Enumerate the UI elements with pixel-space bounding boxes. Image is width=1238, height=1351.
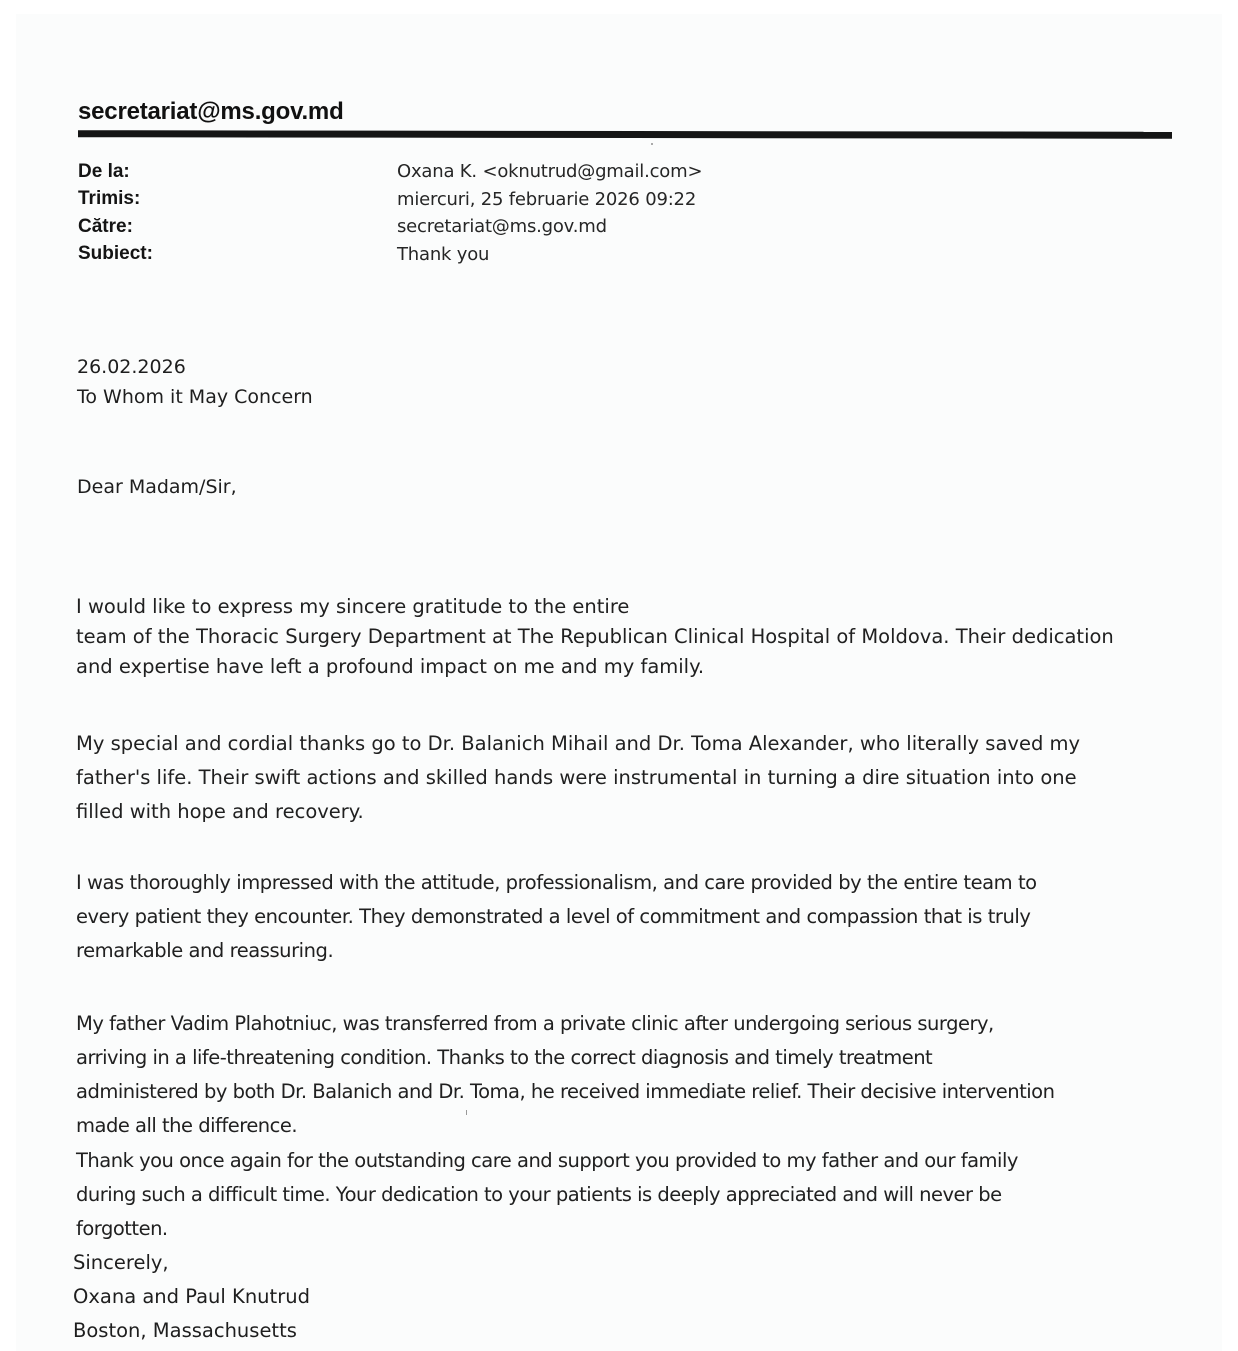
header-row-to (78, 213, 778, 241)
header-value-sent: miercuri, 25 februarie 2026 09:22 (397, 188, 697, 210)
paragraph-gratitude (76, 592, 1114, 682)
paragraph-special-thanks (76, 727, 1080, 829)
signatories: Oxana and Paul Knutrud (73, 1285, 310, 1308)
paragraph-line: My special and cordial thanks go to Dr. Balanich Mihail and Dr. Toma Alexander, who literally saved my (76, 732, 1081, 755)
paragraph-line: during such a difficult time. Your dedication to your patients is deeply appreciated and will never be (76, 1183, 1002, 1206)
letter-addressee: To Whom it May Concern (77, 386, 313, 408)
scan-artifact (651, 143, 653, 145)
header-label-to: Către: (78, 215, 133, 237)
email-header-table (78, 158, 778, 268)
paragraph-line: I would like to express my sincere gratitude to the entire (76, 595, 630, 618)
paragraph-line: and expertise have left a profound impact on me and my family. (76, 655, 705, 678)
letter-salutation: Dear Madam/Sir, (77, 476, 237, 498)
header-value-subject: Thank you (397, 243, 490, 265)
paragraph-line: father's life. Their swift actions and skilled hands were instrumental in turning a dire situation into one (76, 766, 1077, 789)
paragraph-thank-you-again (76, 1144, 1018, 1246)
paragraph-line: administered by both Dr. Balanich and Dr. Toma, he received immediate relief. Their decisive intervention (76, 1080, 1055, 1103)
sender-location: Boston, Massachusetts (73, 1319, 297, 1342)
paragraph-father-case (76, 1007, 1054, 1143)
paragraph-line: remarkable and reassuring. (76, 939, 334, 962)
header-label-from: De la: (78, 160, 130, 182)
header-label-subject: Subiect: (78, 243, 153, 265)
scan-artifact (466, 1110, 467, 1115)
paragraph-line: I was thoroughly impressed with the attitude, professionalism, and care provided by the entire team to (76, 871, 1037, 894)
header-value-from: Oxana K. <oknutrud@gmail.com> (397, 161, 703, 183)
paragraph-impressed (76, 866, 1037, 968)
paragraph-line: made all the difference. (76, 1114, 298, 1137)
paragraph-line: Thank you once again for the outstanding care and support you provided to my father and our family (76, 1149, 1018, 1172)
paragraph-line: My father Vadim Plahotniuc, was transferred from a private clinic after undergoing serious surgery, (76, 1012, 994, 1035)
header-row-sent (78, 186, 778, 214)
header-row-from (78, 158, 778, 186)
paragraph-line: every patient they encounter. They demonstrated a level of commitment and compassion that is truly (76, 905, 1031, 928)
header-label-sent: Trimis: (78, 188, 141, 210)
header-row-subject (78, 241, 778, 269)
paragraph-line: team of the Thoracic Surgery Department at The Republican Clinical Hospital of Moldova. Their dedication (76, 625, 1114, 648)
mailbox-title: secretariat@ms.gov.md (78, 98, 344, 125)
paragraph-line: forgotten. (76, 1217, 168, 1240)
letter-date: 26.02.2026 (77, 356, 186, 378)
letter-closing (73, 1246, 310, 1348)
paragraph-line: arriving in a life-threatening condition. Thanks to the correct diagnosis and timely treatment (76, 1046, 933, 1069)
valediction: Sincerely, (73, 1251, 169, 1274)
header-value-to: secretariat@ms.gov.md (397, 216, 607, 238)
paragraph-line: filled with hope and recovery. (76, 800, 364, 823)
